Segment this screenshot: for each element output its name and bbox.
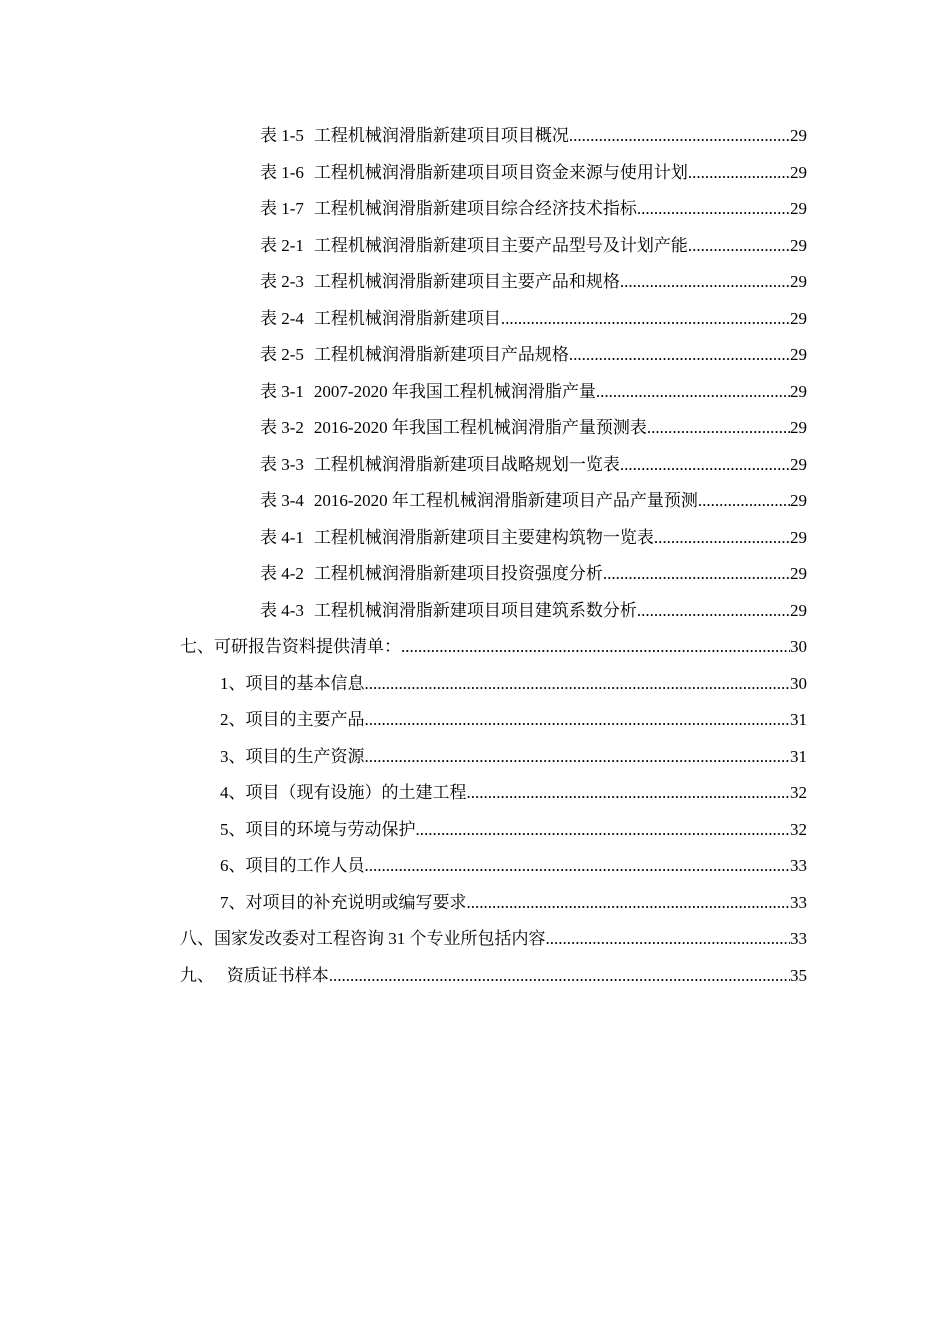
page-number: 29 (790, 520, 807, 557)
toc-entry-table-2-1[interactable] (0, 228, 807, 265)
page-number: 29 (790, 301, 807, 338)
toc-entry-table-1-5[interactable] (0, 118, 807, 155)
page-number: 31 (790, 739, 807, 776)
table-title: 工程机械润滑脂新建项目战略规划一览表 (313, 454, 620, 474)
toc-entry-item-6[interactable] (0, 848, 807, 885)
table-of-contents (0, 118, 950, 994)
toc-entry-table-4-1[interactable] (0, 520, 807, 557)
toc-entry-item-7[interactable] (0, 885, 807, 922)
page-number: 30 (790, 666, 807, 703)
table-title: 工程机械润滑脂新建项目综合经济技术指标 (313, 199, 637, 218)
toc-entry-item-3[interactable] (0, 739, 807, 776)
page-number: 35 (790, 958, 807, 995)
toc-entry-section-7[interactable] (0, 629, 807, 666)
page-number: 29 (790, 374, 807, 411)
dot-leader (637, 593, 790, 630)
table-number: 表 3-1 (260, 381, 304, 401)
item-title: 2、项目的主要产品 (220, 702, 365, 739)
dot-leader (546, 921, 791, 958)
dot-leader (688, 228, 790, 265)
page-number: 32 (790, 812, 807, 849)
dot-leader (603, 556, 790, 593)
table-number: 表 2-1 (260, 235, 304, 255)
table-number: 表 3-3 (260, 454, 304, 474)
toc-entry-table-2-5[interactable] (0, 337, 807, 374)
page-number: 33 (790, 921, 807, 958)
toc-entry-section-8[interactable] (0, 921, 807, 958)
table-number: 表 4-2 (260, 564, 304, 583)
toc-entry-item-1[interactable] (0, 666, 807, 703)
item-title: 3、项目的生产资源 (220, 739, 365, 776)
page-number: 29 (790, 410, 807, 447)
toc-entry-table-3-4[interactable] (0, 483, 807, 520)
table-title: 工程机械润滑脂新建项目项目概况 (313, 126, 569, 145)
table-number: 表 2-5 (260, 345, 304, 364)
dot-leader (501, 301, 790, 338)
dot-leader (569, 118, 790, 155)
toc-entry-item-2[interactable] (0, 702, 807, 739)
page-number: 29 (790, 556, 807, 593)
table-number: 表 1-6 (260, 162, 304, 182)
toc-entry-table-2-3[interactable] (0, 264, 807, 301)
page-number: 30 (790, 629, 807, 666)
table-number: 表 3-2 (260, 418, 304, 437)
toc-entry-table-4-2[interactable] (0, 556, 807, 593)
dot-leader (620, 264, 790, 301)
toc-entry-table-1-7[interactable] (0, 191, 807, 228)
toc-entry-item-5[interactable] (0, 812, 807, 849)
page-number: 29 (790, 264, 807, 301)
dot-leader (329, 958, 790, 995)
table-title: 工程机械润滑脂新建项目主要产品和规格 (313, 272, 620, 291)
item-title: 1、项目的基本信息 (220, 666, 365, 703)
table-title: 2016-2020 年工程机械润滑脂新建项目产品产量预测 (313, 491, 698, 510)
dot-leader (637, 191, 790, 228)
table-number: 表 1-5 (260, 126, 304, 145)
toc-entry-table-3-3[interactable] (0, 447, 807, 484)
toc-entry-table-3-2[interactable] (0, 410, 807, 447)
toc-entry-table-2-4[interactable] (0, 301, 807, 338)
item-title: 6、项目的工作人员 (220, 848, 365, 885)
toc-entry-table-3-1[interactable] (0, 374, 807, 411)
dot-leader (596, 374, 790, 411)
table-number: 表 4-1 (260, 527, 304, 547)
toc-entry-section-9[interactable] (0, 958, 807, 995)
table-title: 工程机械润滑脂新建项目 (313, 308, 501, 328)
dot-leader (654, 520, 790, 557)
dot-leader (647, 410, 790, 447)
table-title: 2016-2020 年我国工程机械润滑脂产量预测表 (313, 418, 647, 437)
page-number: 31 (790, 702, 807, 739)
page-number: 29 (790, 447, 807, 484)
page-number: 29 (790, 593, 807, 630)
page-number: 29 (790, 191, 807, 228)
dot-leader (467, 775, 791, 812)
dot-leader (698, 483, 790, 520)
table-number: 表 1-7 (260, 199, 304, 218)
item-title: 7、对项目的补充说明或编写要求 (220, 885, 467, 922)
dot-leader (401, 629, 790, 666)
dot-leader (365, 666, 791, 703)
table-title: 工程机械润滑脂新建项目主要产品型号及计划产能 (313, 235, 688, 255)
table-title: 工程机械润滑脂新建项目主要建构筑物一览表 (313, 527, 654, 547)
page-number: 29 (790, 483, 807, 520)
dot-leader (569, 337, 790, 374)
page-number: 29 (790, 155, 807, 192)
page-number: 29 (790, 228, 807, 265)
table-number: 表 2-4 (260, 308, 304, 328)
page-number: 33 (790, 885, 807, 922)
table-number: 表 2-3 (260, 272, 304, 291)
toc-entry-item-4[interactable] (0, 775, 807, 812)
dot-leader (688, 155, 790, 192)
item-title: 4、项目（现有设施）的土建工程 (220, 775, 467, 812)
table-title: 工程机械润滑脂新建项目项目资金来源与使用计划 (313, 162, 688, 182)
table-title: 工程机械润滑脂新建项目项目建筑系数分析 (313, 600, 637, 620)
dot-leader (365, 739, 791, 776)
page-number: 32 (790, 775, 807, 812)
dot-leader (365, 848, 791, 885)
table-number: 表 3-4 (260, 491, 304, 510)
dot-leader (416, 812, 791, 849)
table-title: 工程机械润滑脂新建项目产品规格 (313, 345, 569, 364)
page-number: 29 (790, 118, 807, 155)
table-number: 表 4-3 (260, 600, 304, 620)
dot-leader (467, 885, 791, 922)
toc-entry-table-1-6[interactable] (0, 155, 807, 192)
item-title: 5、项目的环境与劳动保护 (220, 812, 416, 849)
table-title: 工程机械润滑脂新建项目投资强度分析 (313, 564, 603, 583)
dot-leader (620, 447, 790, 484)
toc-entry-table-4-3[interactable] (0, 593, 807, 630)
table-title: 2007-2020 年我国工程机械润滑脂产量 (313, 381, 596, 401)
section-title: 七、可研报告资料提供清单： (180, 629, 401, 666)
page-number: 29 (790, 337, 807, 374)
section-title: 八、国家发改委对工程咨询 31 个专业所包括内容 (180, 921, 546, 958)
section-title: 九、 资质证书样本 (180, 958, 329, 995)
page-number: 33 (790, 848, 807, 885)
dot-leader (365, 702, 791, 739)
